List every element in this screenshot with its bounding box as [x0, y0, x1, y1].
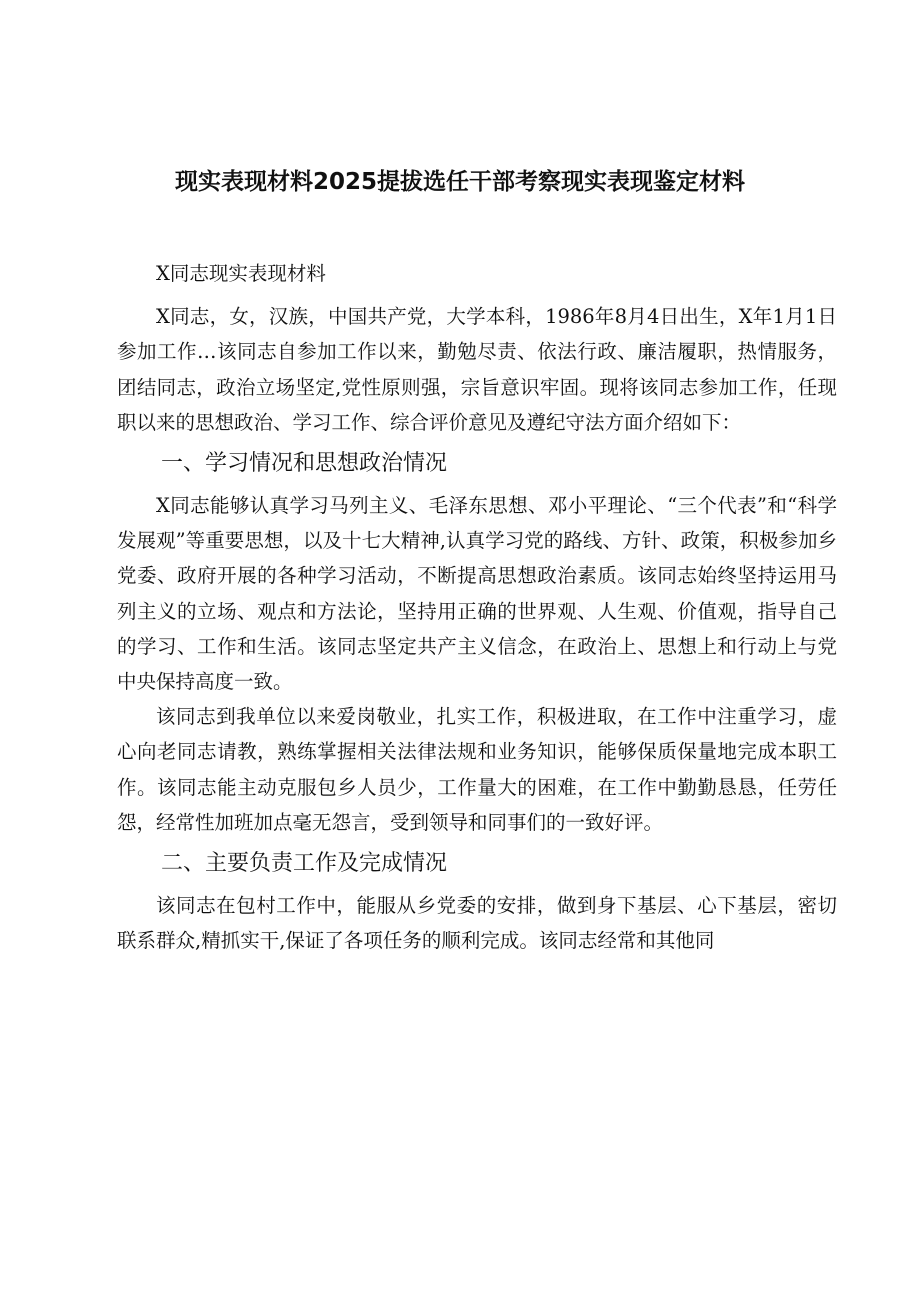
document-subtitle: X同志现实表现材料	[156, 262, 326, 285]
section-heading-2: 二、主要负责工作及完成情况	[161, 851, 448, 877]
section-1-paragraph-1: X同志能够认真学习马列主义、毛泽东思想、邓小平理论、“三个代表”和“科学发展观”等重要思想，以及十七大精神,认真学习党的路线、方针、政策，积极参加乡党委、政府开展的各种学习活动，不断提高思想政治素质。该同志始终坚持运用马列主义的立场、观点和方法论，坚持用正确的世界观、人生观、价值观，指导自己的学习、工作和生活。该同志坚定共产主义信念，在政治上、思想上和行动上与党中央保持高度一致。	[117, 494, 837, 694]
intro-paragraph: X同志，女，汉族，中国共产党，大学本科，1986年8月4日出生，X年1月1日参加工作…该同志自参加工作以来，勤勉尽责、依法行政、廉洁履职，热情服务，团结同志，政治立场坚定,党性原则强，宗旨意识牢固。现将该同志参加工作，任现职以来的思想政治、学习工作、综合评价意见及遵纪守法方面介绍如下：	[117, 305, 837, 434]
document-title: 现实表现材料2025提拔选任干部考察现实表现鉴定材料	[174, 169, 745, 195]
document-body	[117, 256, 837, 958]
section-heading-1: 一、学习情况和思想政治情况	[161, 451, 448, 477]
section-2-paragraph-1: 该同志在包村工作中，能服从乡党委的安排，做到身下基层、心下基层，密切联系群众,精抓实干,保证了各项任务的顺利完成。该同志经常和其他同	[117, 894, 837, 953]
section-1-paragraph-2: 该同志到我单位以来爱岗敬业，扎实工作，积极进取，在工作中注重学习，虚心向老同志请教，熟练掌握相关法律法规和业务知识，能够保质保量地完成本职工作。该同志能主动克服包乡人员少，工作量大的困难，在工作中勤勤恳恳，任劳任怨，经常性加班加点毫无怨言，受到领导和同事们的一致好评。	[117, 705, 837, 834]
